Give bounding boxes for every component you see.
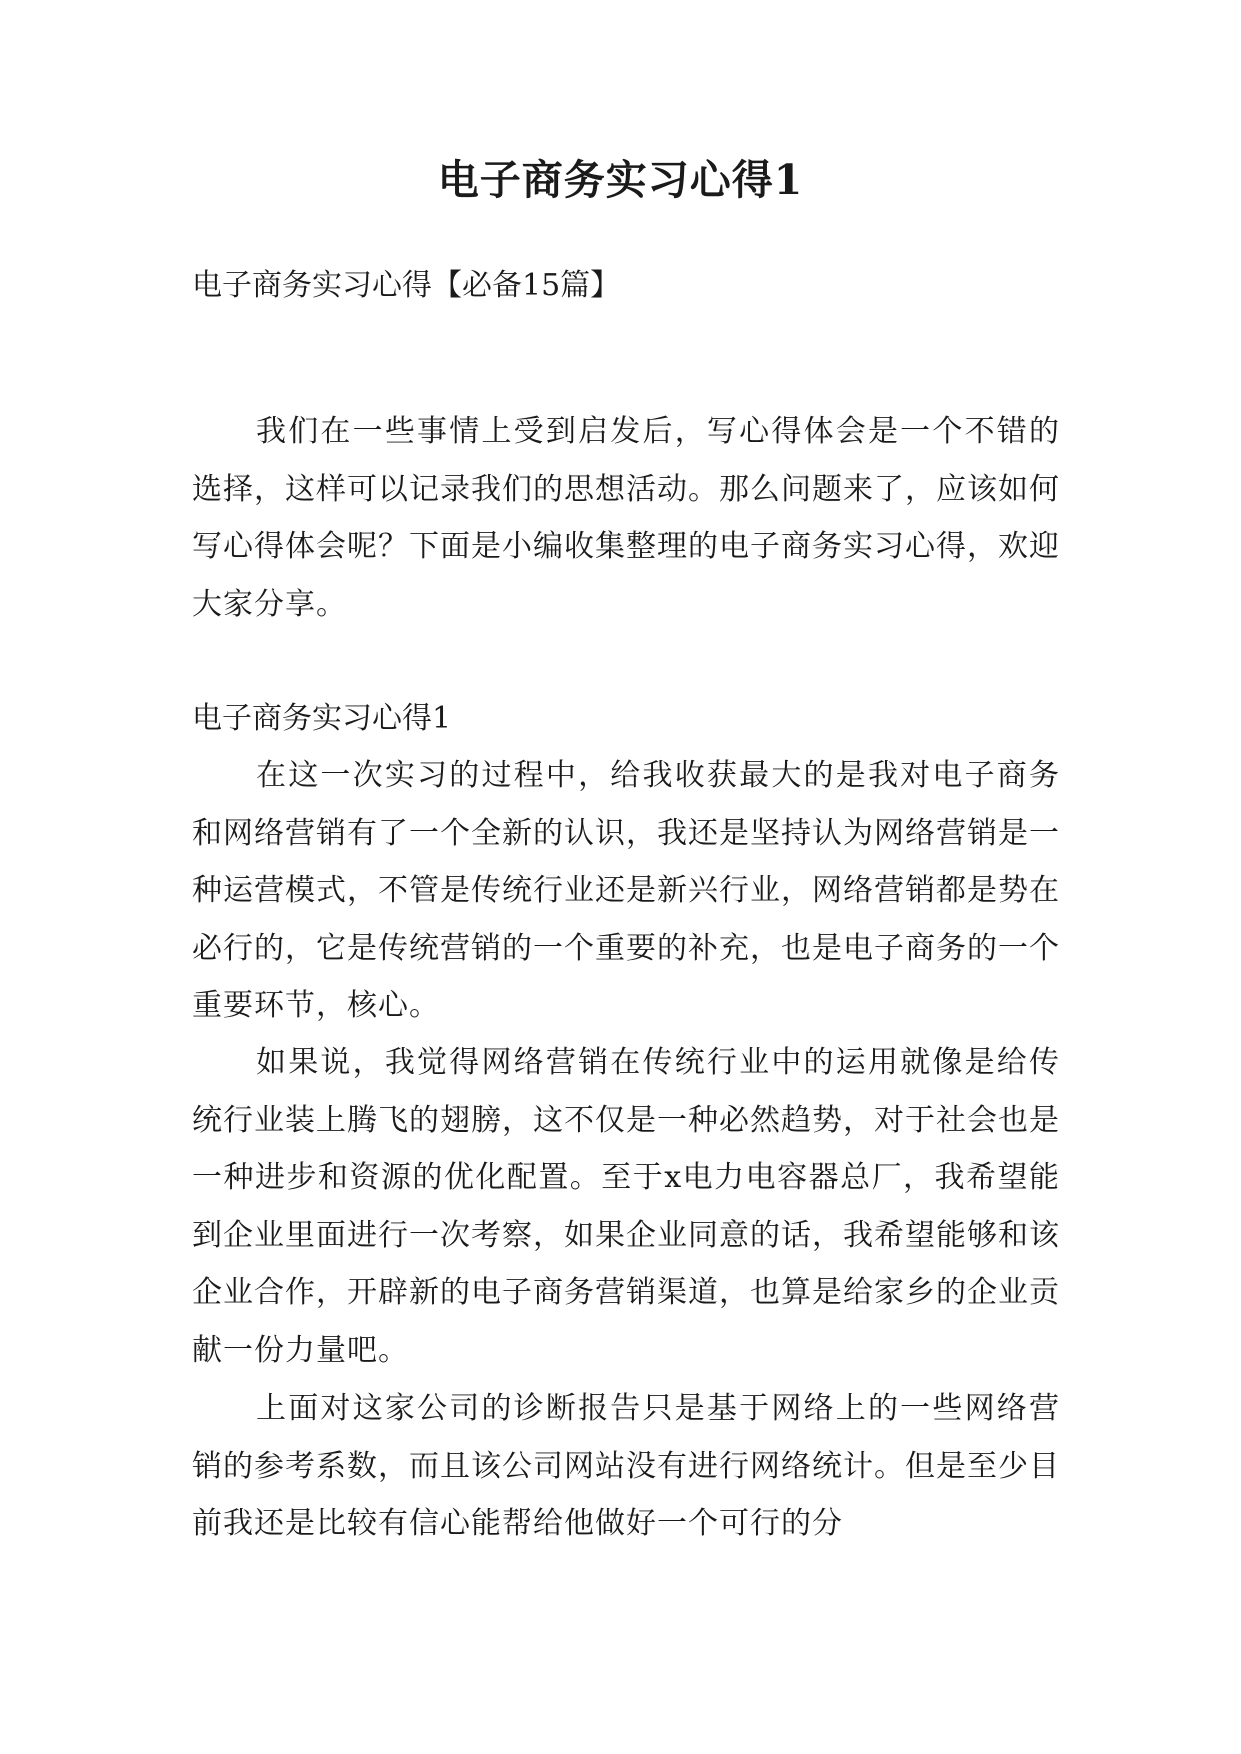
body-paragraph-2: 如果说，我觉得网络营销在传统行业中的运用就像是给传统行业装上腾飞的翅膀，这不仅是一种必然趋势，对于社会也是一种进步和资源的优化配置。至于x电力电容器总厂，我希望能到企业里面进行一次考察，如果企业同意的话，我希望能够和该企业合作，开辟新的电子商务营销渠道，也算是给家乡的企业贡献一份力量吧。 [192, 1045, 1060, 1368]
section-heading: 电子商务实习心得1 [192, 701, 452, 736]
body-paragraph-3: 上面对这家公司的诊断报告只是基于网络上的一些网络营销的参考系数，而且该公司网站没有进行网络统计。但是至少目前我还是比较有信心能帮给他做好一个可行的分 [192, 1391, 1060, 1541]
document-title: 电子商务实习心得1 [437, 156, 804, 204]
body-paragraph-1: 在这一次实习的过程中，给我收获最大的是我对电子商务和网络营销有了一个全新的认识，我还是坚持认为网络营销是一种运营模式，不管是传统行业还是新兴行业，网络营销都是势在必行的，它是传统营销的一个重要的补充，也是电子商务的一个重要环节，核心。 [192, 758, 1060, 1023]
intro-paragraph: 我们在一些事情上受到启发后，写心得体会是一个不错的选择，这样可以记录我们的思想活动。那么问题来了，应该如何写心得体会呢？下面是小编收集整理的电子商务实习心得，欢迎大家分享。 [192, 414, 1060, 622]
document-subtitle: 电子商务实习心得【必备15篇】 [192, 268, 621, 303]
